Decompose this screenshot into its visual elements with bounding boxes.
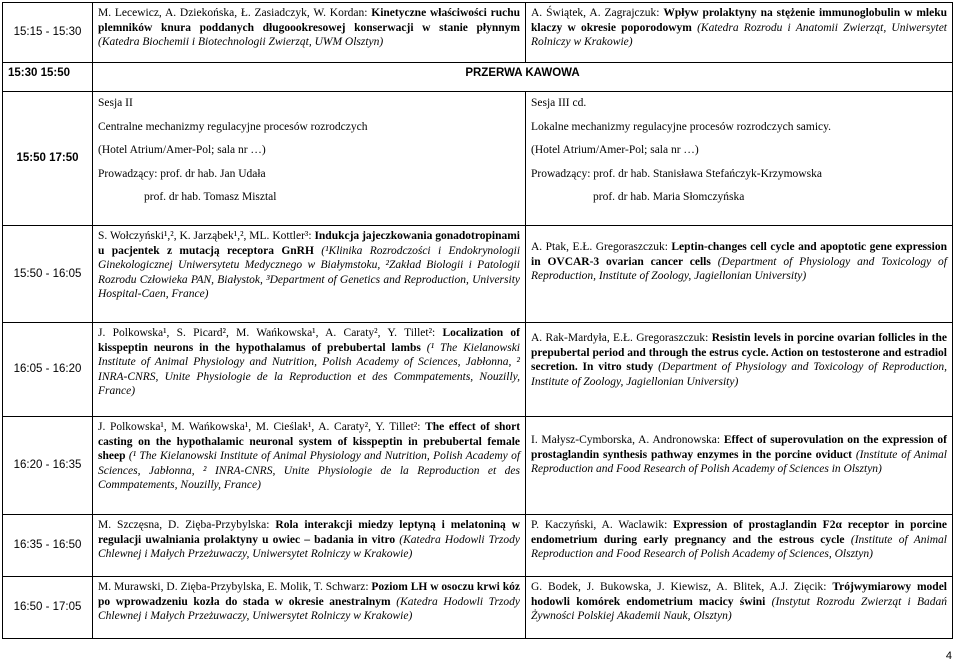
session-venue: (Hotel Atrium/Amer-Pol; sala nr …) (531, 144, 699, 156)
talk-affiliation: (Katedra Biochemii i Biotechnologii Zwierząt, UWM Olsztyn) (98, 36, 384, 48)
talk-affiliation: (¹ The Kielanowski Institute of Animal Physiology and Nutrition, Polish Academy of Sciences, Jabłonna, ² INRA-CNRS, Unite Physiologie de la Reproduction et des Commpatements, Nouzilly, France) (98, 450, 521, 491)
session-topic: Lokalne mechanizmy regulacyjne procesów rozrodczych samicy. (531, 120, 832, 133)
talk-affiliation: (Department of Physiology and Toxicology of Reproduction, Institute of Zoology, Jagiellonian University) (531, 255, 948, 282)
time-slot: 16:50 - 17:05 (3, 577, 93, 639)
talk-title: Trójwymiarowy model hodowli komórek endometrium macicy świni (531, 581, 948, 608)
break-label: PRZERWA KAWOWA (93, 63, 953, 92)
talk-authors: J. Polkowska¹, S. Picard², M. Wańkowska¹, A. Caraty², Y. Tillet²: (98, 327, 436, 339)
session-name: Sesja III cd. (531, 97, 587, 109)
talk-cell (526, 323, 953, 417)
program-table (2, 2, 953, 639)
talk-title: Rola interakcji miedzy leptyną i melatoniną w regulacji uwalniania prolaktyny u owiec – badania in vitro (98, 519, 520, 546)
table-row (3, 3, 953, 63)
talk-cell (93, 577, 526, 639)
break-time: 15:30 15:50 (3, 63, 93, 92)
talk-affiliation: (Katedra Rozrodu i Anatomii Zwierząt, Uniwersytet Rolniczy w Krakowie) (531, 21, 948, 48)
talk-authors: P. Kaczyński, A. Waclawik: (531, 519, 668, 531)
talk-authors: M. Lecewicz, A. Dziekońska, Ł. Zasiadczyk, W. Kordan: (98, 7, 368, 19)
talk-title: Resistin levels in porcine ovarian follicles in the prepubertal period and through the estrus cycle. Action on testosterone and estradiol secretion. In vitro study (531, 332, 947, 373)
talk-cell (526, 515, 953, 577)
talk-title: Localization of kisspeptin neurons in the hypothalamus of prebubertal lambs (98, 327, 520, 354)
time-slot: 16:20 - 16:35 (3, 417, 93, 515)
talk-affiliation: (Katedra Hodowli Trzody Chlewnej i Małych Przeżuwaczy, Uniwersytet Rolniczy w Krakowie) (98, 533, 521, 560)
talk-title: Indukcja jajeczkowania gonadotropinami u pacjentek z mutacją receptora GnRH (98, 230, 520, 257)
talk-authors: M. Murawski, D. Zięba-Przybylska, E. Molik, T. Schwarz: (98, 581, 369, 593)
talk-authors: G. Bodek, J. Bukowska, J. Kiewisz, A. Blitek, A.J. Zięcik: (531, 581, 827, 593)
talk-affiliation: (¹Klinika Rozrodczości i Endokrynologii Ginekologicznej Uniwersytetu Medycznego w Białymstoku, ²Zakład Biologii i Patologii Rozrodu Człowieka PAN, Białystok, ³Department of Genetics and Reproduction, University Hospital-Caen, France) (98, 244, 521, 300)
talk-title: Leptin-changes cell cycle and apoptotic gene expression in OVCAR-3 ovarian cancer cells (531, 241, 947, 268)
table-row (3, 577, 953, 639)
session-chair: Prowadzący: prof. dr hab. Stanisława Stefańczyk-Krzymowska (531, 167, 822, 180)
table-row (3, 63, 953, 92)
session-chair-second: prof. dr hab. Maria Słomczyńska (593, 191, 745, 203)
talk-cell (93, 323, 526, 417)
talk-title: Expression of prostaglandin F2α receptor in porcine endometrium during early pregnancy and the estrous cycle (531, 519, 948, 546)
talk-cell (93, 226, 526, 323)
session-time: 15:50 17:50 (3, 92, 93, 226)
talk-title: Kinetyczne właściwości ruchu plemników knura poddanych długoookresowej konserwacji w stanie płynnym (98, 7, 520, 34)
talk-authors: A. Rak-Mardyła, E.Ł. Gregoraszczuk: (531, 332, 709, 344)
session-name: Sesja II (98, 97, 133, 109)
session-cell (93, 92, 526, 226)
talk-cell (526, 3, 953, 63)
talk-cell (526, 226, 953, 323)
talk-title: Wpływ prolaktyny na stężenie immunoglobulin w mleku klaczy w okresie poporodowym (531, 7, 948, 34)
talk-affiliation: (Instytut Rozrodu Zwierząt i Badań Żywności Polskiej Akademii Nauk, Olsztyn) (531, 595, 948, 622)
talk-authors: I. Małysz-Cymborska, A. Andronowska: (531, 434, 721, 446)
session-chair-second: prof. dr hab. Tomasz Misztal (144, 191, 277, 203)
time-slot: 16:05 - 16:20 (3, 323, 93, 417)
table-row (3, 92, 953, 226)
table-row (3, 323, 953, 417)
table-row (3, 417, 953, 515)
talk-affiliation: (¹ The Kielanowski Institute of Animal Physiology and Nutrition, Polish Academy of Sciences, Jabłonna, ² INRA-CNRS, Unite Physiologie de la Reproduction et des Commpatements, Nouzilly, France) (98, 341, 520, 397)
session-chair: Prowadzący: prof. dr hab. Jan Udała (98, 167, 266, 180)
talk-affiliation: (Institute of Animal Reproduction and Food Research of Polish Academy of Sciences in Olsztyn) (531, 448, 947, 475)
time-slot: 15:50 - 16:05 (3, 226, 93, 323)
talk-cell (93, 417, 526, 515)
talk-title: Poziom LH w osoczu krwi kóz po wprowadzeniu kozła do stada w okresie anestralnym (98, 581, 521, 608)
talk-authors: J. Polkowska¹, M. Wańkowska¹, M. Cieślak¹, A. Caraty², Y. Tillet²: (98, 421, 421, 433)
talk-cell (526, 577, 953, 639)
session-cell (526, 92, 953, 226)
time-slot: 16:35 - 16:50 (3, 515, 93, 577)
table-row (3, 515, 953, 577)
session-venue: (Hotel Atrium/Amer-Pol; sala nr …) (98, 144, 266, 156)
talk-title: The effect of short casting on the hypothalamic neuronal system of kisspeptin in prebubertal female sheep (98, 421, 521, 462)
talk-affiliation: (Institute of Animal Reproduction and Food Research of Polish Academy of Sciences, Olsztyn) (531, 533, 948, 560)
talk-authors: A. Ptak, E.Ł. Gregoraszczuk: (531, 241, 668, 253)
talk-authors: A. Świątek, A. Zagrajczuk: (531, 7, 660, 19)
talk-cell (93, 3, 526, 63)
table-row (3, 226, 953, 323)
talk-authors: S. Wołczyński¹,², K. Jarząbek¹,², ML. Kottler³: (98, 230, 312, 242)
talk-affiliation: (Department of Physiology and Toxicology of Reproduction, Institute of Zoology, Jagiellonian University) (531, 361, 948, 388)
talk-title: Effect of superovulation on the expression of prostaglandin synthesis pathway enzymes in the porcine oviduct (531, 434, 948, 461)
session-topic: Centralne mechanizmy regulacyjne procesów rozrodczych (98, 120, 368, 133)
talk-cell (526, 417, 953, 515)
talk-authors: M. Szczęsna, D. Zięba-Przybylska: (98, 519, 270, 531)
talk-cell (93, 515, 526, 577)
page-number: 4 (945, 650, 952, 662)
time-slot: 15:15 - 15:30 (3, 3, 93, 63)
talk-affiliation: (Katedra Hodowli Trzody Chlewnej i Małych Przeżuwaczy, Uniwersytet Rolniczy w Krakowie) (98, 595, 520, 622)
